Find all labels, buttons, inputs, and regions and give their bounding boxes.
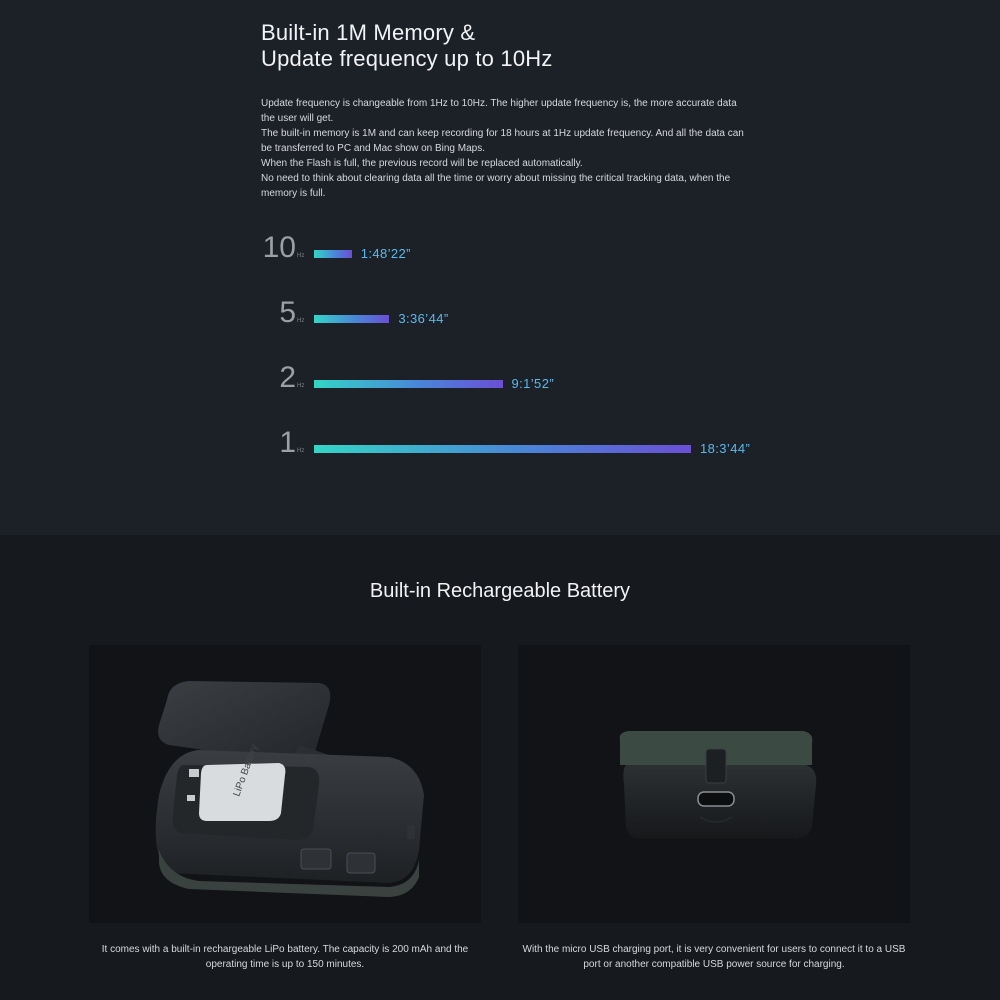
battery-image-card: [89, 645, 481, 923]
side-button-left: [301, 849, 331, 869]
clip-hinge: [706, 749, 726, 783]
memory-title-line2: Update frequency up to 10Hz: [261, 46, 553, 71]
micro-usb-port: [698, 792, 734, 806]
battery-title: Built-in Rechargeable Battery: [369, 580, 631, 602]
memory-description: [261, 96, 751, 201]
memory-paragraph: Update frequency is changeable from 1Hz to 10Hz. The higher update frequency is, the more accurate data the user will get.: [261, 98, 737, 124]
memory-title: [261, 20, 553, 72]
battery-caption: It comes with a built-in rechargeable LiPo battery. The capacity is 200 mAh and the operating time is up to 150 minutes.: [101, 944, 469, 970]
duration-bar: [314, 445, 691, 453]
frequency-unit: Hz: [297, 318, 305, 324]
side-button-right: [347, 853, 375, 873]
duration-label: 18:3’44”: [700, 441, 751, 456]
frequency-unit: Hz: [297, 448, 305, 454]
device-open-battery-illustration: [89, 645, 481, 923]
duration-label: 9:1’52”: [511, 376, 555, 391]
duration-label: 1:48’22”: [360, 246, 411, 261]
frequency-number: 2: [279, 361, 296, 394]
memory-paragraph: No need to think about clearing data all the time or worry about missing the critical tracking data, when the memory is full.: [261, 173, 731, 199]
memory-paragraph: When the Flash is full, the previous record will be replaced automatically.: [261, 158, 583, 169]
duration-bar: [314, 250, 352, 258]
usb-caption: With the micro USB charging port, it is very convenient for users to connect it to a USB port or another compatible USB power source for charging.: [522, 944, 906, 970]
frequency-unit: Hz: [297, 383, 305, 389]
frequency-number: 1: [279, 426, 296, 459]
device-usb-port-illustration: [518, 645, 910, 923]
frequency-unit: Hz: [297, 253, 305, 259]
duration-bar: [314, 315, 389, 323]
duration-bar: [314, 380, 503, 388]
frequency-number: 10: [262, 231, 296, 264]
duration-label: 3:36’44”: [398, 311, 449, 326]
frequency-number: 5: [279, 296, 296, 329]
memory-paragraph: The built-in memory is 1M and can keep recording for 18 hours at 1Hz update frequency. And all the data can be transferred to PC and Mac show on Bing Maps.: [261, 128, 744, 154]
battery-label: LiPo Battery: [231, 743, 261, 799]
usb-image-card: [518, 645, 910, 923]
memory-title-line1: Built-in 1M Memory &: [261, 20, 476, 45]
